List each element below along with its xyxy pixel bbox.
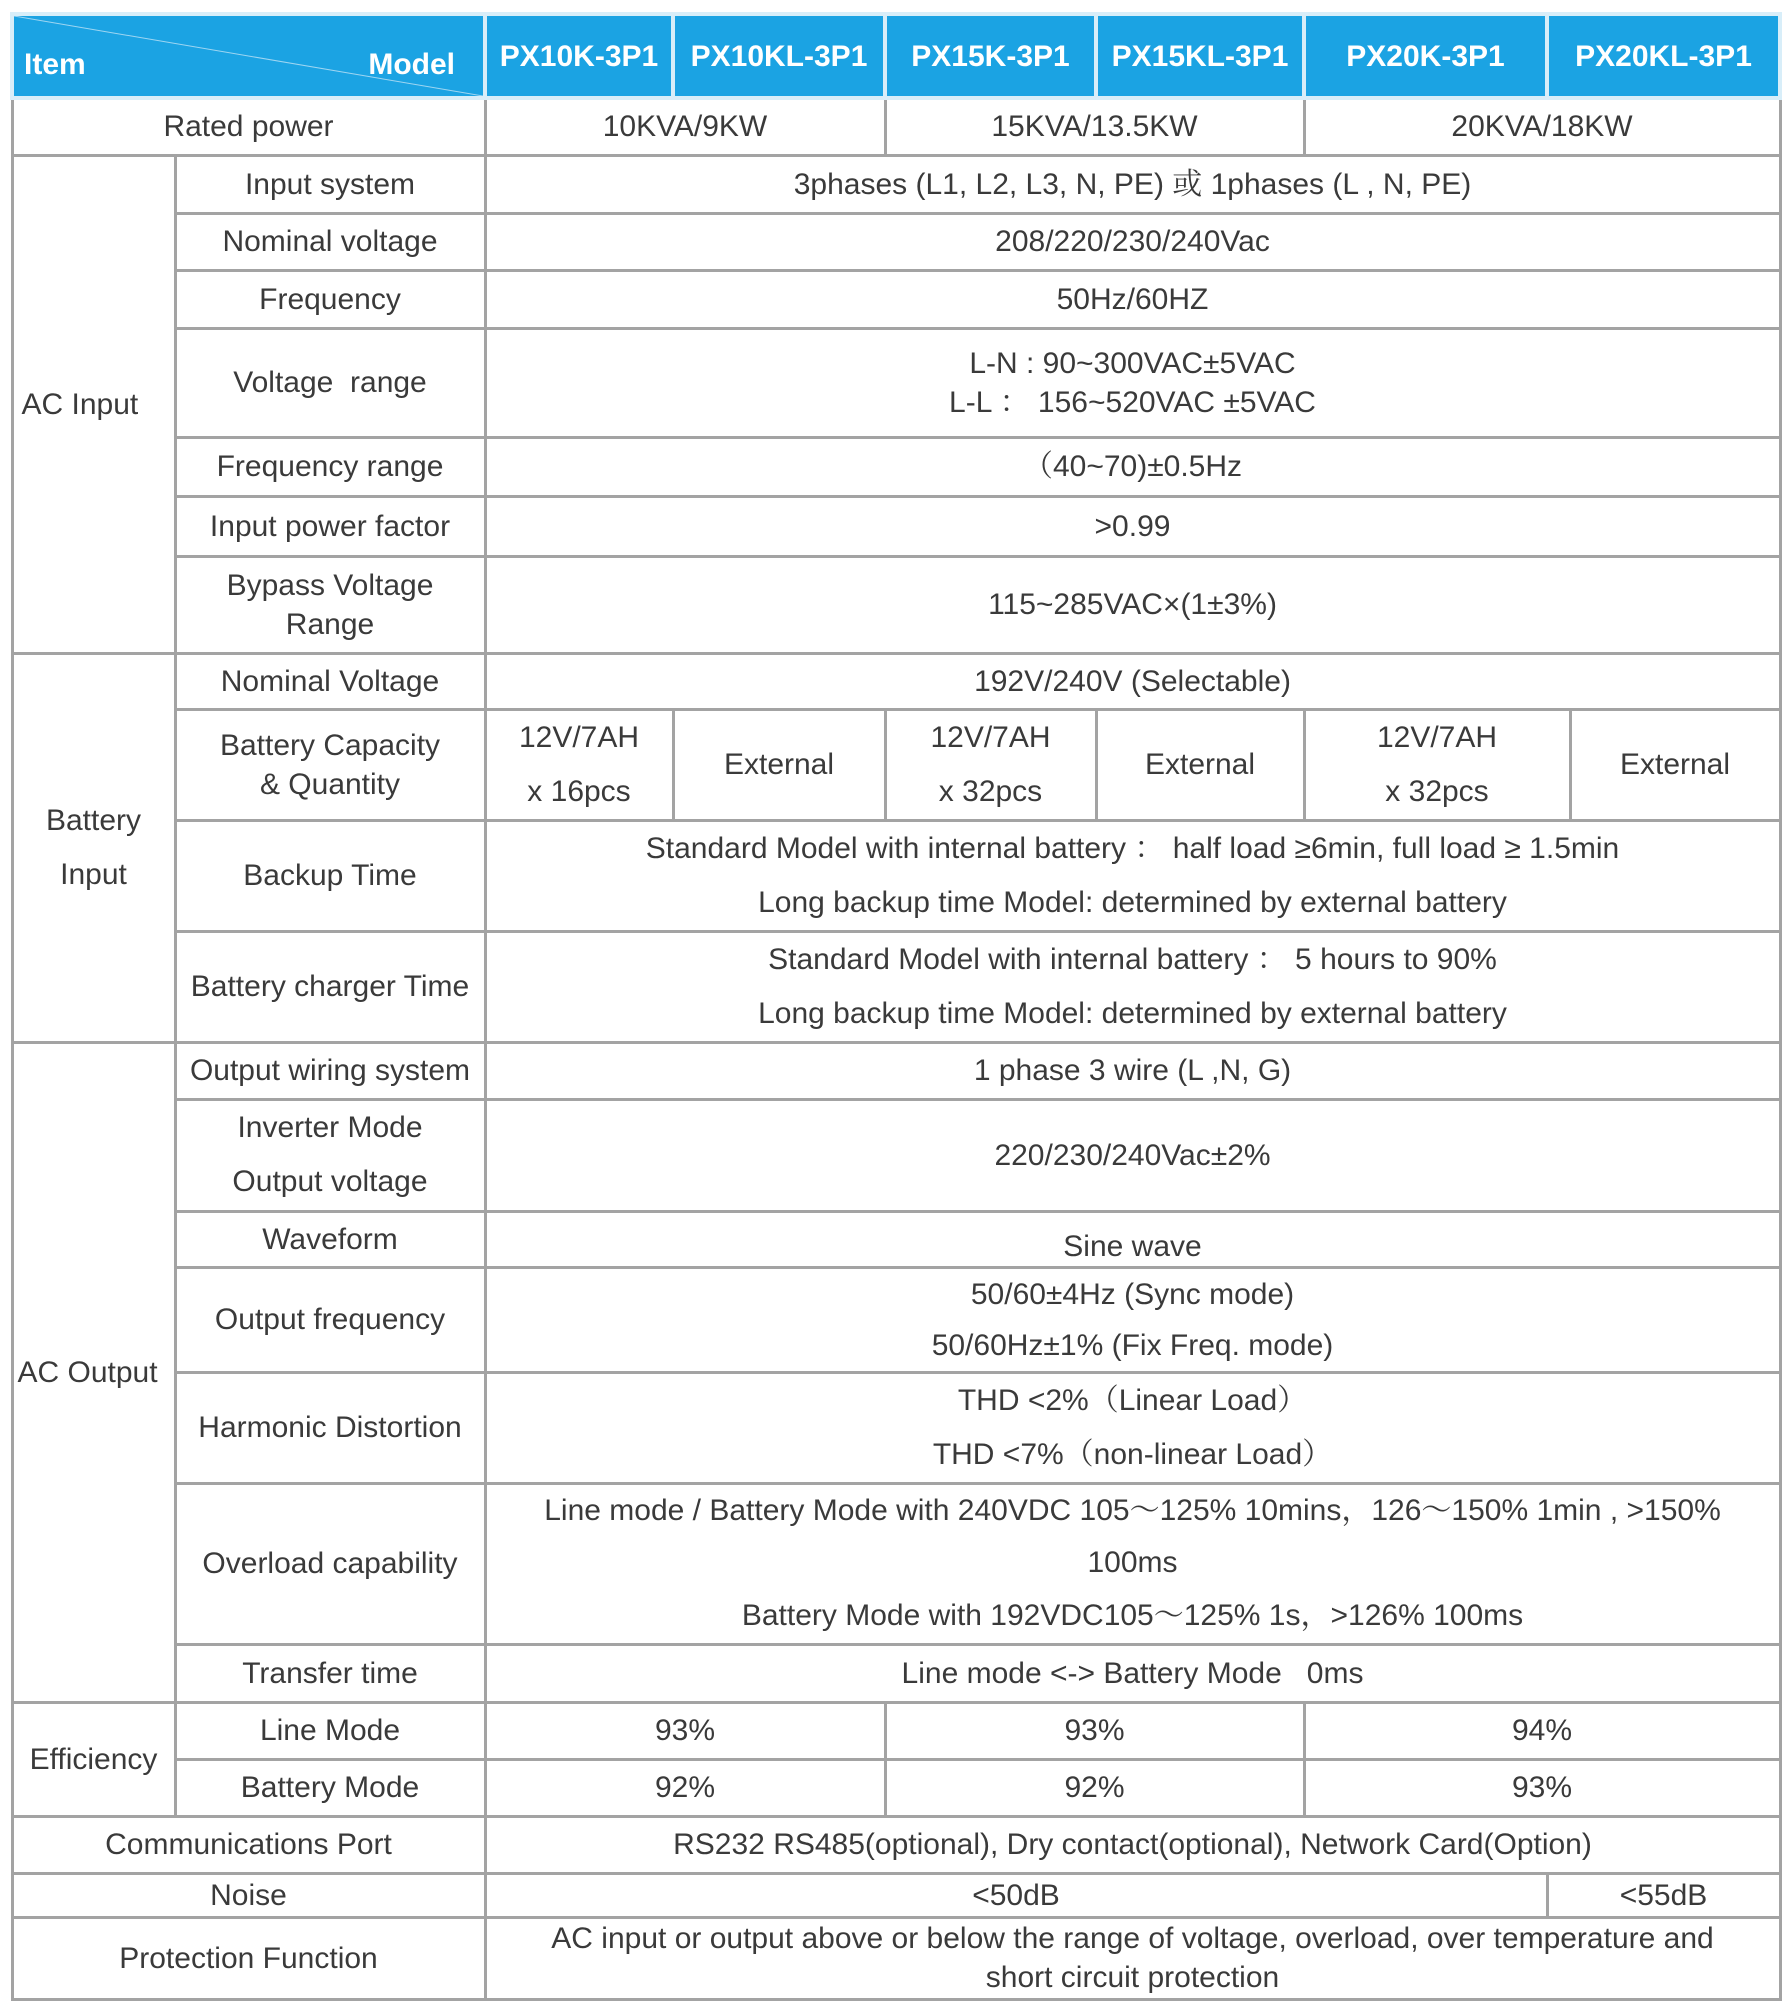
row-output-wiring [12, 1042, 1780, 1099]
model-px15kl-3p1: PX15KL-3P1 [1096, 14, 1304, 98]
transfer-time-label: Transfer time [175, 1644, 485, 1702]
waveform-label: Waveform [175, 1211, 485, 1267]
capacity-px10kl: External [673, 709, 885, 820]
inverter-voltage-label [175, 1099, 485, 1211]
bypass-label [175, 556, 485, 653]
protection-line2: short circuit protection [985, 1961, 1280, 1994]
row-nominal-voltage [12, 213, 1780, 270]
efficiency-battery-10k: 92% [485, 1759, 885, 1816]
inverter-voltage-label-line1: Inverter Mode [237, 1111, 423, 1144]
battery-nominal-label: Nominal Voltage [175, 653, 485, 709]
frequency-label: Frequency [175, 270, 485, 328]
overload-line2: 100ms [1087, 1546, 1178, 1580]
efficiency-line-15k: 93% [885, 1702, 1304, 1759]
protection-line1: AC input or output above or below the range of voltage, overload, over temperature and [551, 1922, 1714, 1955]
backup-time-label: Backup Time [175, 820, 485, 931]
charger-time-label: Battery charger Time [175, 931, 485, 1042]
overload-line3: Battery Mode with 192VDC105～125% 1s，>126% 100ms [741, 1598, 1524, 1632]
output-frequency-fix: 50/60Hz±1% (Fix Freq. mode) [931, 1328, 1334, 1362]
group-efficiency: Efficiency [12, 1702, 175, 1816]
group-battery-input [12, 653, 175, 1042]
power-factor-value: >0.99 [485, 496, 1780, 556]
voltage-range-ln: L-N : 90~300VAC±5VAC [969, 346, 1296, 380]
noise-value-high: <55dB [1547, 1873, 1780, 1917]
row-input-system [12, 155, 1780, 213]
row-efficiency-battery [12, 1759, 1780, 1816]
harmonic-linear: THD <2%（Linear Load） [957, 1383, 1308, 1417]
noise-label: Noise [12, 1873, 485, 1917]
row-noise [12, 1873, 1780, 1917]
output-wiring-label: Output wiring system [175, 1042, 485, 1099]
rated-power-20k: 20KVA/18KW [1304, 98, 1780, 155]
model-px10kl-3p1: PX10KL-3P1 [673, 14, 885, 98]
charger-time-line1: Standard Model with internal battery ： 5 hours to 90% [768, 942, 1497, 976]
model-px20kl-3p1: PX20KL-3P1 [1547, 14, 1780, 98]
model-header-label: Model [368, 48, 455, 81]
item-header-label: Item [24, 48, 86, 81]
harmonic-label: Harmonic Distortion [175, 1372, 485, 1483]
backup-time-value [485, 820, 1780, 931]
row-frequency [12, 270, 1780, 328]
bypass-label-line2: Range [285, 607, 375, 641]
capacity-px10k-line1: 12V/7AH [518, 720, 640, 754]
inverter-voltage-label-line2: Output voltage [232, 1165, 428, 1198]
efficiency-line-20k: 94% [1304, 1702, 1780, 1759]
row-protection [12, 1917, 1780, 1999]
harmonic-nonlinear: THD <7%（non-linear Load） [932, 1437, 1333, 1471]
row-battery-nominal [12, 653, 1780, 709]
header-row [12, 14, 1780, 98]
harmonic-value [485, 1372, 1780, 1483]
charger-time-line2: Long backup time Model: determined by external battery [758, 996, 1507, 1030]
battery-nominal-value: 192V/240V (Selectable) [485, 653, 1780, 709]
capacity-px10k [485, 709, 673, 820]
capacity-px20kl: External [1570, 709, 1780, 820]
model-px10k-3p1: PX10K-3P1 [485, 14, 673, 98]
row-voltage-range [12, 328, 1780, 437]
voltage-range-ll: L-L ： 156~520VAC ±5VAC [949, 385, 1316, 419]
capacity-px15kl: External [1096, 709, 1304, 820]
battery-capacity-label [175, 709, 485, 820]
output-wiring-value: 1 phase 3 wire (L ,N, G) [485, 1042, 1780, 1099]
row-backup-time [12, 820, 1780, 931]
power-factor-label: Input power factor [175, 496, 485, 556]
inverter-voltage-value: 220/230/240Vac±2% [485, 1099, 1780, 1211]
protection-value [485, 1917, 1780, 1999]
efficiency-battery-15k: 92% [885, 1759, 1304, 1816]
row-output-frequency [12, 1267, 1780, 1372]
battery-group-line1: Battery [45, 803, 142, 837]
capacity-px20k-line2: x 32pcs [1385, 774, 1489, 808]
efficiency-line-10k: 93% [485, 1702, 885, 1759]
model-px20k-3p1: PX20K-3P1 [1304, 14, 1547, 98]
frequency-value: 50Hz/60HZ [485, 270, 1780, 328]
model-px15k-3p1: PX15K-3P1 [885, 14, 1096, 98]
row-waveform [12, 1211, 1780, 1267]
item-model-header [12, 14, 485, 98]
overload-label: Overload capability [175, 1483, 485, 1644]
efficiency-line-label: Line Mode [175, 1702, 485, 1759]
row-frequency-range [12, 437, 1780, 496]
group-ac-output: AC Output [12, 1042, 175, 1702]
capacity-px15k-line2: x 32pcs [938, 774, 1043, 808]
capacity-px15k [885, 709, 1096, 820]
output-frequency-label: Output frequency [175, 1267, 485, 1372]
nominal-voltage-label: Nominal voltage [175, 213, 485, 270]
bypass-value: 115~285VAC×(1±3%) [485, 556, 1780, 653]
comm-port-value: RS232 RS485(optional), Dry contact(optional), Network Card(Option) [485, 1816, 1780, 1873]
charger-time-value [485, 931, 1780, 1042]
efficiency-battery-label: Battery Mode [175, 1759, 485, 1816]
waveform-value: Sine wave [485, 1211, 1780, 1267]
output-frequency-value [485, 1267, 1780, 1372]
noise-value-low: <50dB [485, 1873, 1547, 1917]
rated-power-15k: 15KVA/13.5KW [885, 98, 1304, 155]
efficiency-battery-20k: 93% [1304, 1759, 1780, 1816]
group-ac-input: AC Input [12, 155, 175, 653]
frequency-range-value: （40~70)±0.5Hz [485, 437, 1780, 496]
capacity-px20k [1304, 709, 1570, 820]
comm-port-label: Communications Port [12, 1816, 485, 1873]
row-transfer-time [12, 1644, 1780, 1702]
frequency-range-label: Frequency range [175, 437, 485, 496]
backup-time-line2: Long backup time Model: determined by external battery [758, 885, 1507, 919]
transfer-time-value: Line mode <-> Battery Mode 0ms [485, 1644, 1780, 1702]
protection-label: Protection Function [12, 1917, 485, 1999]
backup-time-line1: Standard Model with internal battery ： half load ≥6min, full load ≥ 1.5min [645, 831, 1620, 865]
capacity-px10k-line2: x 16pcs [527, 774, 631, 808]
battery-group-line2: Input [60, 857, 127, 891]
voltage-range-value [485, 328, 1780, 437]
row-efficiency-line [12, 1702, 1780, 1759]
capacity-px20k-line1: 12V/7AH [1376, 720, 1498, 754]
spec-table [10, 12, 1782, 2001]
nominal-voltage-value: 208/220/230/240Vac [485, 213, 1780, 270]
overload-line1: Line mode / Battery Mode with 240VDC 105～125% 10mins，126～150% 1min , >150% [544, 1493, 1721, 1527]
voltage-range-label: Voltage range [175, 328, 485, 437]
overload-value [485, 1483, 1780, 1644]
input-system-label: Input system [175, 155, 485, 213]
row-comm-port [12, 1816, 1780, 1873]
row-power-factor [12, 496, 1780, 556]
battery-capacity-label-line1: Battery Capacity [219, 728, 441, 762]
rated-power-10k: 10KVA/9KW [485, 98, 885, 155]
input-system-value: 3phases (L1, L2, L3, N, PE) 或 1phases (L , N, PE) [485, 155, 1780, 213]
row-battery-capacity [12, 709, 1780, 820]
row-rated-power [12, 98, 1780, 155]
capacity-px15k-line1: 12V/7AH [930, 720, 1051, 754]
row-bypass [12, 556, 1780, 653]
rated-power-label: Rated power [12, 98, 485, 155]
output-frequency-sync: 50/60±4Hz (Sync mode) [970, 1277, 1295, 1311]
bypass-label-line1: Bypass Voltage [226, 568, 434, 602]
row-charger-time [12, 931, 1780, 1042]
row-inverter-voltage [12, 1099, 1780, 1211]
battery-capacity-label-line2: & Quantity [259, 767, 401, 801]
row-harmonic [12, 1372, 1780, 1483]
row-overload [12, 1483, 1780, 1644]
